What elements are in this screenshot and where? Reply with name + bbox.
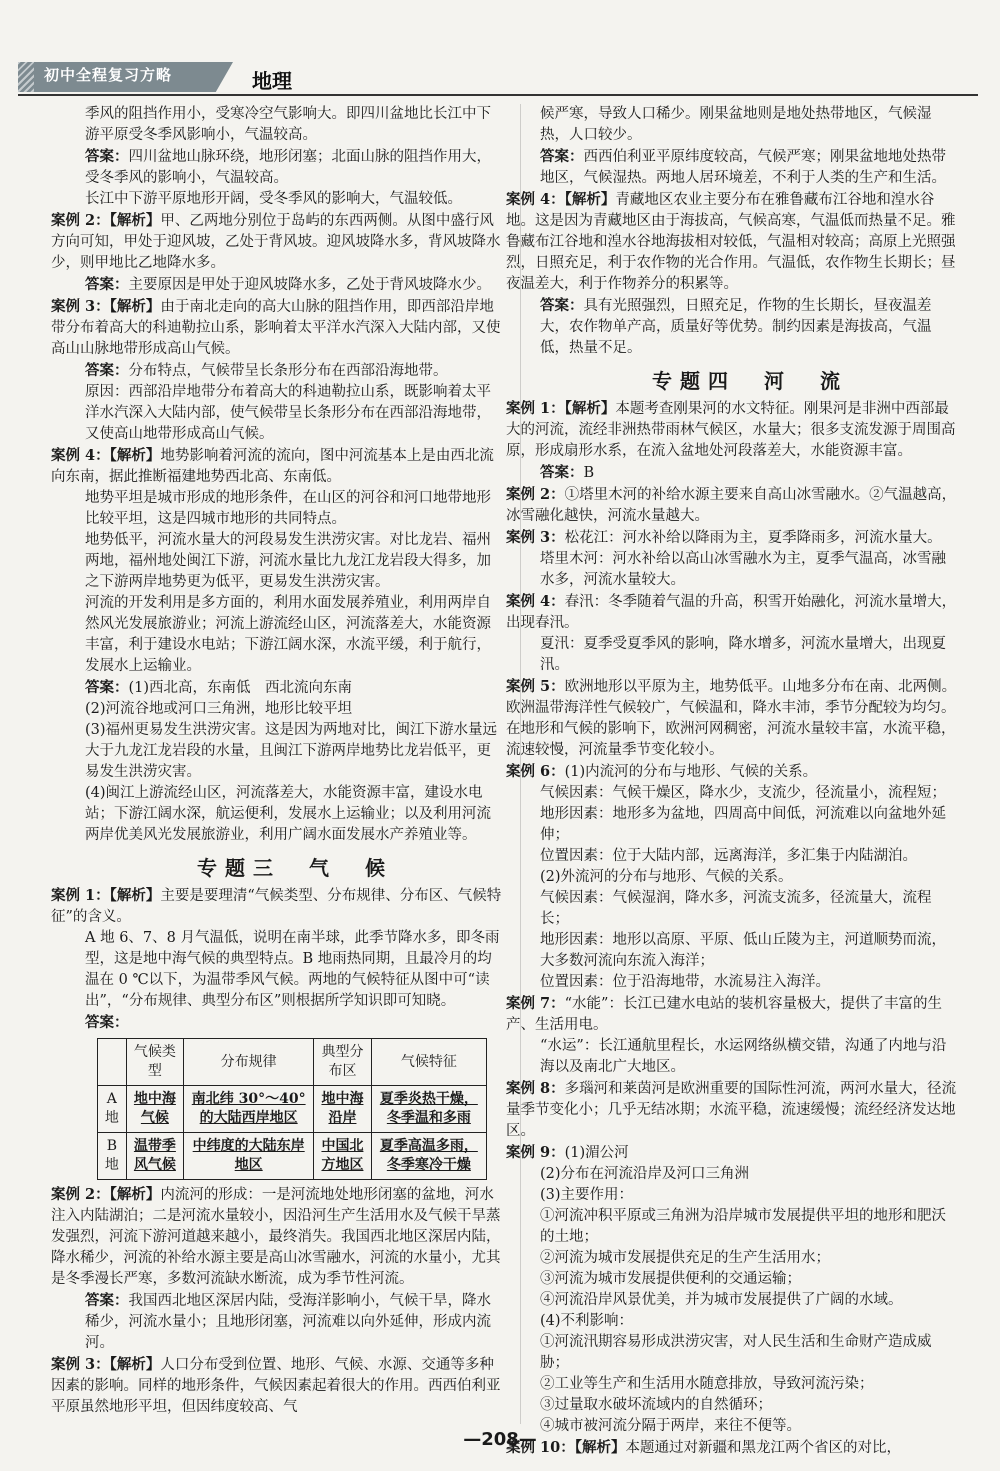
case-paragraph <box>51 210 505 274</box>
analysis-tag: 【解析】 <box>109 1356 161 1373</box>
paragraph-text: 主要原因是甲处于迎风坡降水多，乙处于背风坡降水少。 <box>128 277 491 293</box>
case-paragraph <box>506 484 960 527</box>
case-label: 案例 3： <box>51 1356 110 1373</box>
paragraph-text: 地势低平，河流水量大的河段易发生洪涝灾害。对比龙岩、福州两地，福州地处闽江下游，河流水量比九龙江龙岩段大得多，加之下游两岸地势更为低平，更易发生洪涝灾害。 <box>85 532 491 590</box>
paragraph-text: ③河流为城市发展提供便利的交通运输； <box>540 1271 801 1287</box>
paragraph-text: (2)分布在河流沿岸及河口三角洲 <box>540 1166 750 1182</box>
body-paragraph <box>540 1185 960 1206</box>
paragraph-text: (3)福州更易发生洪涝灾害。这是因为两地对比，闽江下游水量远大于九龙江龙岩段的水量，且闽江下游两岸地势比龙岩低平，更易发生洪涝灾害。 <box>85 722 498 780</box>
paragraph-text: ①河流汛期容易形成洪涝灾害，对人民生活和生命财产造成威胁； <box>540 1334 932 1371</box>
paragraph-text: (4)闽江上游流经山区，河流落差大，水能资源丰富，建设水电站；下游江阔水深，航运便利，发展水上运输业；以及利用河流两岸优美风光发展旅游业，利用广阔水面发展水产养殖业等。 <box>85 785 491 843</box>
paragraph-text: ②工业等生产和生活用水随意排放，导致河流污染； <box>540 1376 874 1392</box>
climate-table <box>97 1038 487 1180</box>
table-cell: 中国北方地区 <box>314 1133 371 1180</box>
table-cell: 南北纬 30°～40°的大陆西岸地区 <box>184 1086 314 1133</box>
paragraph-text: 位置因素：位于大陆内部，远离海洋，多汇集于内陆湖泊。 <box>540 848 917 864</box>
answer-label: 答案： <box>85 679 129 696</box>
body-paragraph <box>85 530 505 593</box>
case-label: 案例 4： <box>506 593 565 610</box>
table-header-cell <box>98 1039 127 1086</box>
case-label: 案例 2： <box>51 1186 110 1203</box>
paragraph-text: 四川盆地山脉环绕，地形闭塞；北面山脉的阻挡作用大，受冬季风的影响小，气温较高。 <box>85 149 491 186</box>
case-paragraph <box>506 527 960 549</box>
paragraph-text: 青藏地区农业主要分布在雅鲁藏布江谷地和湟水谷地。这是因为青藏地区由于海拔高，气候高寒，气温低而热量不足。雅鲁藏布江谷地和湟水谷地海拔相对较低，气温相对较高；高原上光照强烈，日照充足，利于农作物的光合作用。气温低，农作物生长期长；昼夜温差大，利于作物养分的积累等。 <box>506 192 956 292</box>
analysis-tag: 【解析】 <box>564 191 616 208</box>
brand-stripe-decoration <box>18 62 34 92</box>
paragraph-text: 夏汛：夏季受夏季风的影响，降水增多，河流水量增大，出现夏汛。 <box>540 636 946 673</box>
table-header-cell: 气候特征 <box>371 1039 486 1086</box>
paragraph-text: 长江中下游平原地形开阔，受冬季风的影响大，气温较低。 <box>85 191 462 207</box>
paragraph-text: A 地 6、7、8 月气温低，说明在南半球，此季节降水多，即冬雨型，这是地中海气候的典型特点。B 地雨热同期，且最冷月的均温在 0 ℃以下，为温带季风气候。两地的气候特征从图中可“读出”，“分布规律、典型分布区”则根据所学知识即可知晓。 <box>85 930 500 1009</box>
paragraph-text: 内流河的形成：一是河流地处地形闭塞的盆地，河水注入内陆湖泊；二是河流水量较小，因沿河生产生活用水及气候干旱蒸发强烈，河流下游河道越来越小，最终消失。我国西北地区深居内陆，降水稀少，河流的补给水源主要是高山冰雪融水，河流的水量小，尤其是冬季漫长严寒，多数河流缺水断流，成为季节性河流。 <box>51 1187 501 1287</box>
body-paragraph <box>540 972 960 993</box>
body-paragraph <box>540 1311 960 1332</box>
paragraph-text: 地势平坦是城市形成的地形条件，在山区的河谷和河口地带地形比较平坦，这是四城市地形的共同特点。 <box>85 490 491 527</box>
table-cell: 地中海气候 <box>126 1086 183 1133</box>
answer-label: 答案： <box>540 464 584 481</box>
page-number: —208— <box>463 1429 537 1450</box>
paragraph-text: (3)主要作用： <box>540 1187 634 1203</box>
paragraph-text: 多瑙河和莱茵河是欧洲重要的国际性河流，两河水量大，径流量季节变化小；几乎无结冰期；水流平稳，流速缓慢；流经经济发达地区。 <box>506 1081 957 1139</box>
table-cell: 地中海沿岸 <box>314 1086 371 1133</box>
case-label: 案例 2： <box>51 212 110 229</box>
table-cell: B 地 <box>98 1133 127 1180</box>
paragraph-text: 具有光照强烈，日照充足，作物的生长期长，昼夜温差大，农作物单产高，质量好等优势。制约因素是海拔高，气温低，热量不足。 <box>540 298 932 356</box>
body-paragraph <box>540 1206 960 1248</box>
table-row <box>98 1086 487 1133</box>
paragraph-text: “水能”：长江已建水电站的装机容量极大，提供了丰富的生产、生活用电。 <box>506 996 942 1033</box>
paragraph-text: “水运”：长江通航里程长，水运网络纵横交错，沟通了内地与沿海以及南北广大地区。 <box>540 1038 947 1075</box>
body-paragraph <box>540 1395 960 1416</box>
left-column <box>51 104 505 1418</box>
right-column <box>506 104 960 1459</box>
analysis-tag: 【解析】 <box>564 400 616 417</box>
body-paragraph <box>540 783 960 804</box>
analysis-tag: 【解析】 <box>109 887 161 904</box>
body-paragraph <box>540 1164 960 1185</box>
paragraph-text: ④城市被河流分隔于两岸，来往不便等。 <box>540 1418 801 1434</box>
paragraph-text: (1)湄公河 <box>564 1145 629 1161</box>
case-label: 案例 4： <box>506 191 565 208</box>
case-label: 案例 1： <box>51 887 110 904</box>
case-paragraph <box>506 761 960 783</box>
case-paragraph <box>51 885 505 928</box>
paragraph-text: 气候因素：气候干燥区，降水少，支流少，径流量小，流程短； <box>540 785 946 801</box>
body-paragraph <box>540 804 960 846</box>
paragraph-text: 候严寒，导致人口稀少。刚果盆地则是地处热带地区，气候湿热，人口较少。 <box>540 106 932 143</box>
table-cell: 温带季风气候 <box>126 1133 183 1180</box>
table-header-cell: 典型分布区 <box>314 1039 371 1086</box>
body-paragraph <box>85 104 505 146</box>
paragraph-text: 春汛：冬季随着气温的升高，积雪开始融化，河流水量增大，出现春汛。 <box>506 594 957 631</box>
body-paragraph <box>85 783 505 846</box>
table-cell: A 地 <box>98 1086 127 1133</box>
paragraph-text: ①河流冲积平原或三角洲为沿岸城市发展提供平坦的地形和肥沃的土地； <box>540 1208 946 1245</box>
body-paragraph <box>540 1332 960 1374</box>
analysis-tag: 【解析】 <box>109 447 161 464</box>
case-paragraph <box>506 1142 960 1164</box>
paragraph-text: 分布特点，气候带呈长条形分布在西部沿海地带。 <box>128 363 448 379</box>
paragraph-text: (1)内流河的分布与地形、气候的关系。 <box>564 764 818 780</box>
body-paragraph <box>540 846 960 867</box>
body-paragraph <box>85 928 505 1012</box>
body-paragraph <box>540 1269 960 1290</box>
case-label: 案例 6： <box>506 763 565 780</box>
analysis-tag: 【解析】 <box>109 298 161 315</box>
body-paragraph <box>85 382 505 445</box>
table-row <box>98 1133 487 1180</box>
paragraph-text: ②河流为城市发展提供充足的生产生活用水； <box>540 1250 830 1266</box>
paragraph-text: 河流的开发利用是多方面的，利用水面发展养殖业，利用两岸自然风光发展旅游业；河流上游流经山区，河流落差大，水能资源丰富，利于建设水电站；下游江阔水深，水流平缓，利于航行，发展水上运输业。 <box>85 595 491 674</box>
body-paragraph <box>85 720 505 783</box>
case-paragraph <box>51 1184 505 1290</box>
case-paragraph <box>506 676 960 761</box>
body-paragraph <box>540 1374 960 1395</box>
paragraph-text: 地形因素：地形以高原、平原、低山丘陵为主，河道顺势而流，大多数河流向东流入海洋； <box>540 932 946 969</box>
analysis-tag: 【解析】 <box>109 212 161 229</box>
case-paragraph <box>51 445 505 488</box>
paragraph-text: (2)河流谷地或河口三角洲，地形比较平坦 <box>85 701 353 717</box>
paragraph-text: 地形因素：地形多为盆地，四周高中间低，河流难以向盆地外延伸； <box>540 806 946 843</box>
brand-title: 初中全程复习方略 <box>44 66 173 84</box>
case-paragraph <box>506 189 960 295</box>
paragraph-text: 本题通过对新疆和黑龙江两个省区的对比， <box>625 1440 901 1456</box>
body-paragraph <box>540 1036 960 1078</box>
case-label: 案例 3： <box>51 298 110 315</box>
paragraph-text: 本题考查刚果河的水文特征。刚果河是非洲中西部最大的河流，流经非洲热带雨林气候区，水量大；很多支流发源于周围高原，形成扇形水系，在流入盆地处河段落差大，水能资源丰富。 <box>506 401 956 459</box>
paragraph-text: (4)不利影响： <box>540 1313 634 1329</box>
paragraph-text: 位置因素：位于沿海地带，水流易注入海洋。 <box>540 974 830 990</box>
case-paragraph <box>506 398 960 462</box>
table-header-cell: 气候类型 <box>126 1039 183 1086</box>
answer-paragraph <box>85 274 505 296</box>
case-paragraph <box>506 993 960 1036</box>
table-header-cell: 分布规律 <box>184 1039 314 1086</box>
paragraph-text: 塔里木河：河水补给以高山冰雪融水为主，夏季气温高，冰雪融水多，河流水量较大。 <box>540 551 946 588</box>
paragraph-text: (2)外流河的分布与地形、气候的关系。 <box>540 869 793 885</box>
body-paragraph <box>85 699 505 720</box>
case-label: 案例 2： <box>506 486 565 503</box>
paragraph-text: 西西伯利亚平原纬度较高，气候严寒；刚果盆地地处热带地区，气候湿热。两地人居环境差，不利于人类的生产和生活。 <box>540 149 946 186</box>
body-paragraph <box>540 549 960 591</box>
header-rule <box>18 94 978 96</box>
body-paragraph <box>85 488 505 530</box>
analysis-tag: 【解析】 <box>574 1439 626 1456</box>
answer-label: 答案： <box>85 362 129 379</box>
answer-paragraph <box>540 462 960 484</box>
table-cell: 中纬度的大陆东岸地区 <box>184 1133 314 1180</box>
paragraph-text: ③过量取水破坏流域内的自然循环； <box>540 1397 772 1413</box>
case-label: 案例 8： <box>506 1080 565 1097</box>
answer-label: 答案： <box>540 297 584 314</box>
body-paragraph <box>540 888 960 930</box>
paragraph-text: ①塔里木河的补给水源主要来自高山冰雪融水。②气温越高，冰雪融化越快，河流水量越大。 <box>506 487 957 524</box>
body-paragraph <box>540 930 960 972</box>
case-label: 案例 1： <box>506 400 565 417</box>
answer-label: 答案： <box>85 276 129 293</box>
answer-paragraph <box>85 360 505 382</box>
paragraph-text: 由于南北走向的高大山脉的阻挡作用，即西部沿岸地带分布着高大的科迪勒拉山系，影响着太平洋水汽深入大陆内部，又使高山山脉地带形成高山气候。 <box>51 299 501 357</box>
case-label: 案例 10： <box>506 1439 575 1456</box>
answer-paragraph <box>85 677 505 699</box>
answer-label: 答案： <box>85 1014 129 1031</box>
body-paragraph <box>540 867 960 888</box>
paragraph-text: 欧洲地形以平原为主，地势低平。山地多分布在南、北两侧。欧洲温带海洋性气候较广，气候温和，降水丰沛，季节分配较为均匀。在地形和气候的影响下，欧洲河网稠密，河流水量较丰富，水流平稳，流速较慢，河流量季节变化较小。 <box>506 679 957 758</box>
subject-title: 地理 <box>252 69 292 93</box>
table-cell: 夏季高温多雨，冬季寒冷干燥 <box>371 1133 486 1180</box>
body-paragraph <box>85 189 505 210</box>
body-paragraph <box>85 593 505 677</box>
paragraph-text: 气候因素：气候湿润，降水多，河流支流多，径流量大，流程长； <box>540 890 932 927</box>
paragraph-text: B <box>583 465 595 481</box>
page-header <box>0 58 1000 100</box>
case-label: 案例 5： <box>506 678 565 695</box>
answer-paragraph <box>85 146 505 189</box>
paragraph-text: 人口分布受到位置、地形、气候、水源、交通等多种因素的影响。同样的地形条件，气候因素起着很大的作用。西西伯利亚平原虽然地形平坦，但因纬度较高、气 <box>51 1357 501 1415</box>
case-label: 案例 9： <box>506 1144 565 1161</box>
case-label: 案例 7： <box>506 995 565 1012</box>
paragraph-text: 松花江：河水补给以降雨为主，夏季降雨多，河流水量大。 <box>564 530 942 546</box>
body-paragraph <box>540 1290 960 1311</box>
answer-paragraph <box>540 146 960 189</box>
case-label: 案例 3： <box>506 529 565 546</box>
body-paragraph <box>540 104 960 146</box>
case-paragraph <box>51 1354 505 1418</box>
answer-label: 答案： <box>540 148 584 165</box>
paragraph-text: 主要是要理清“气候类型、分布规律、分布区、气候特征”的含义。 <box>51 888 502 925</box>
case-paragraph <box>51 296 505 360</box>
paragraph-text: 甲、乙两地分别位于岛屿的东西两侧。从图中盛行风方向可知，甲处于迎风坡，乙处于背风坡。迎风坡降水多，背风坡降水少，则甲地比乙地降水多。 <box>51 213 501 271</box>
analysis-tag: 【解析】 <box>109 1186 161 1203</box>
paragraph-text: ④河流沿岸风景优美，并为城市发展提供了广阔的水域。 <box>540 1292 903 1308</box>
answer-label: 答案： <box>85 148 129 165</box>
paragraph-text: 季风的阻挡作用小，受寒冷空气影响大。即四川盆地比长江中下游平原受冬季风影响小，气温较高。 <box>85 106 491 143</box>
table-cell: 夏季炎热干燥，冬季温和多雨 <box>371 1086 486 1133</box>
body-paragraph <box>540 634 960 676</box>
paragraph-text: 我国西北地区深居内陆，受海洋影响小，气候干旱，降水稀少，河流水量小；且地形闭塞，河流难以向外延伸，形成内流河。 <box>85 1293 491 1351</box>
answer-paragraph <box>85 1012 505 1034</box>
paragraph-text: 原因：西部沿岸地带分布着高大的科迪勒拉山系，既影响着太平洋水汽深入大陆内部，使气候带呈长条形分布在西部沿海地带，又使高山地带形成高山气候。 <box>85 384 491 442</box>
answer-paragraph <box>85 1290 505 1354</box>
paragraph-text: (1)西北高，东南低 西北流向东南 <box>128 680 353 696</box>
paragraph-text: 地势影响着河流的流向，图中河流基本上是由西北流向东南，据此推断福建地势西北高、东南低。 <box>51 448 494 485</box>
case-paragraph <box>506 591 960 634</box>
section-title: 专题三 气 候 <box>197 856 393 880</box>
table-header-row <box>98 1039 487 1086</box>
answer-label: 答案： <box>85 1292 129 1309</box>
answer-paragraph <box>540 295 960 359</box>
section-title: 专题四 河 流 <box>652 369 848 393</box>
body-paragraph <box>540 1248 960 1269</box>
case-label: 案例 4： <box>51 447 110 464</box>
case-paragraph <box>506 1078 960 1142</box>
